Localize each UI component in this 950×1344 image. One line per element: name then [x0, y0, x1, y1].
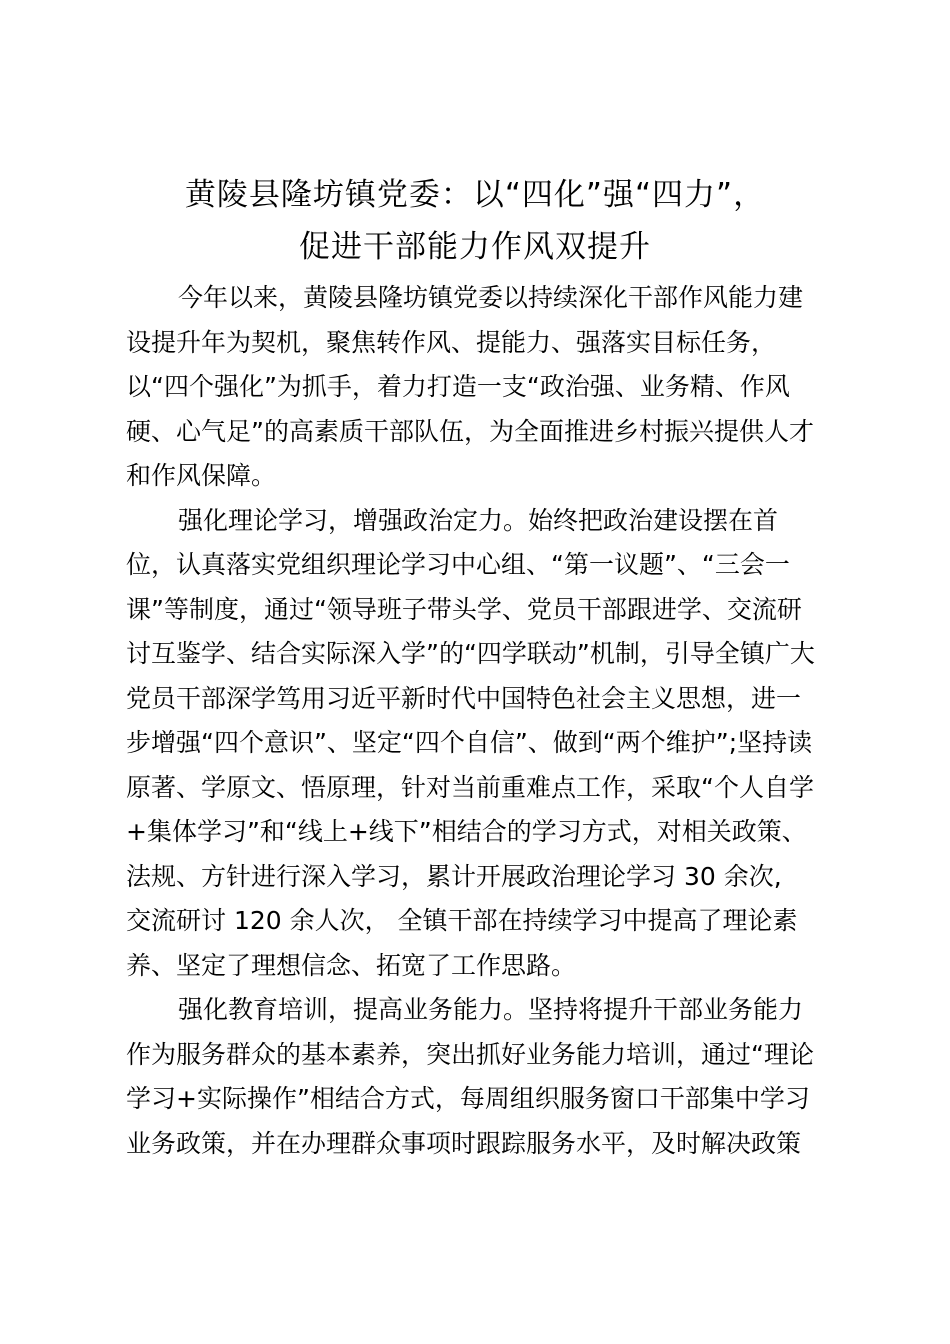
text-line: 和作风保障。: [126, 461, 277, 490]
document-body: [126, 276, 836, 1166]
document-title-line-2: 促进干部能力作风双提升: [299, 229, 651, 265]
text-line: 强化教育培训，提高业务能力。坚持将提升干部业务能力: [178, 995, 804, 1024]
text-line: 硬、心气足”的高素质干部队伍，为全面推进乡村振兴提供人才: [126, 416, 814, 446]
text-line: 学习+实际操作”相结合方式，每周组织服务窗口干部集中学习: [126, 1084, 810, 1113]
text-line: 课”等制度，通过“领导班子带头学、党员干部跟进学、交流研: [126, 594, 802, 624]
document-title-line-1: 黄陵县隆坊镇党委：以“四化”强“四力”，: [184, 177, 766, 213]
text-line: 位，认真落实党组织理论学习中心组、“第一议题”、“三会一: [126, 550, 790, 579]
text-line: 党员干部深学笃用习近平新时代中国特色社会主义思想，进一: [126, 683, 802, 713]
paragraph-training: [126, 988, 836, 1166]
text-line: 设提升年为契机，聚焦转作风、提能力、强落实目标任务，: [126, 327, 777, 357]
text-line: 强化理论学习，增强政治定力。始终把政治建设摆在首: [178, 505, 779, 535]
text-line: 讨互鉴学、结合实际深入学”的“四学联动”机制，引导全镇广大: [126, 639, 815, 668]
text-line: 业务政策，并在办理群众事项时跟踪服务水平，及时解决政策: [126, 1128, 802, 1158]
text-line: 法规、方针进行深入学习，累计开展政治理论学习 30 余次,: [126, 861, 782, 891]
text-line: 养、坚定了理想信念、拓宽了工作思路。: [126, 950, 577, 980]
paragraph-theory-study: [126, 499, 836, 989]
text-line: 作为服务群众的基本素养，突出抓好业务能力培训，通过“理论: [126, 1039, 814, 1069]
text-line: 原著、学原文、悟原理，针对当前重难点工作，采取“个人自学: [126, 772, 814, 802]
text-line: 交流研讨 120 余人次， 全镇干部在持续学习中提高了理论素: [126, 906, 798, 935]
text-line: +集体学习”和“线上+线下”相结合的学习方式，对相关政策、: [126, 817, 807, 846]
paragraph-intro: [126, 276, 836, 499]
text-line: 步增强“四个意识”、坚定“四个自信”、做到“两个维护”;坚持读: [126, 728, 813, 757]
text-line: 今年以来，黄陵县隆坊镇党委以持续深化干部作风能力建: [178, 283, 804, 312]
text-line: 以“四个强化”为抓手，着力打造一支“政治强、业务精、作风: [126, 372, 790, 401]
